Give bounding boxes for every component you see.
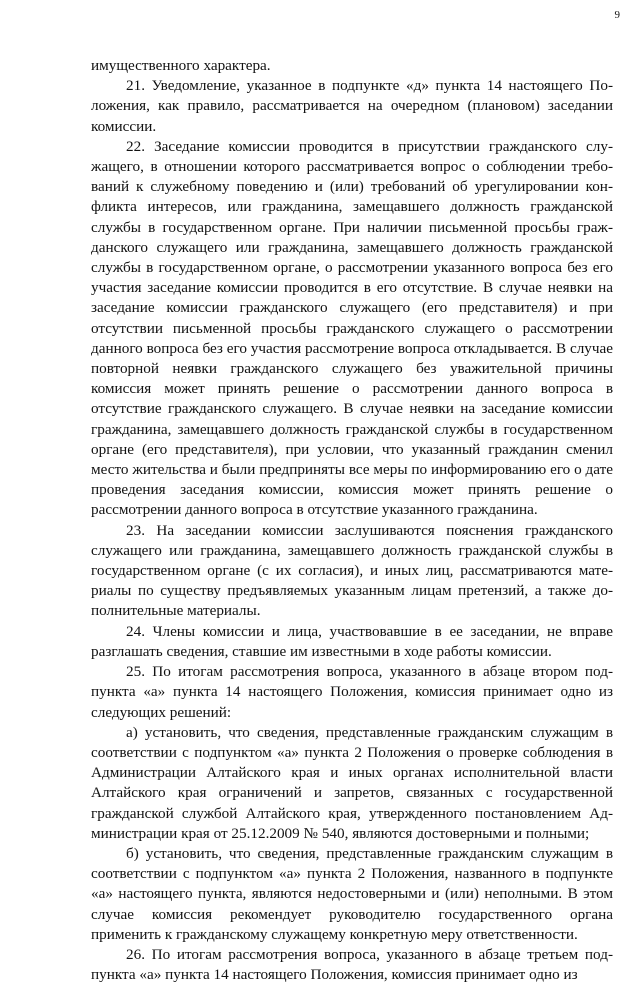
paragraph-22: 22. Заседание комиссии проводится в присутствии гражданского служащего, в отношении которого рассматривается вопрос о соблюдении требований к служебному поведению и (или) требований об урегулировании конфликта интересов, или гражданина, замещавшего должность гражданской службы в государственном органе. При наличии письменной просьбы гражданского служащего или гражданина, замещавшего должность гражданской службы в государственном органе, о рассмотрении указанного вопроса без его участия заседание комиссии проводится в его отсутствие. В случае неявки на заседание комиссии гражданского служащего (его представителя) и при отсутствии письменной просьбы гражданского служащего о рассмотрении данного вопроса без его участия рассмотрение вопроса откладывается. В случае повторной неявки гражданского служащего без уважительной причины комиссия может принять решение о рассмотрении данного вопроса в отсутствие гражданского служащего. В случае неявки на заседание комиссии гражданина, замещавшего должность гражданской службы в государственном органе (его представителя), при условии, что указанный гражданин сменил место жительства и были предприняты все меры по информированию его о дате проведения заседания комиссии, комиссия может принять решение о рассмотрении данного вопроса в отсутствие указанного гражданина. bbox=[91, 137, 613, 519]
paragraph-23: 23. На заседании комиссии заслушиваются пояснения гражданского служащего или гражданина, замещавшего должность гражданской службы в государственном органе (с их согласия), и иных лиц, рассматриваются материалы по существу предъявляемых указанным лицам претензий, а также дополнительные материалы. bbox=[91, 521, 613, 620]
paragraph-25: 25. По итогам рассмотрения вопроса, указанного в абзаце втором подпункта «а» пункта 14 настоящего Положения, комиссия принимает одно из следующих решений: bbox=[91, 663, 613, 721]
paragraph-24: 24. Члены комиссии и лица, участвовавшие в ее заседании, не вправе разглашать сведения, ставшие им известными в ходе работы комиссии. bbox=[91, 622, 613, 660]
paragraph-26: 26. По итогам рассмотрения вопроса, указанного в абзаце третьем подпункта «а» пункта 14 настоящего Положения, комиссия принимает одно из bbox=[91, 945, 613, 984]
paragraph-25-b: б) установить, что сведения, представленные гражданским служащим в соответствии с подпунктом «а» пункта 2 Положения, названного в подпункте «а» настоящего пункта, являются недостоверными и (или) неполными. В этом случае комиссия рекомендует руководителю государственного органа применить к гражданскому служащему конкретную меру ответственности. bbox=[91, 844, 613, 943]
paragraph-21: 21. Уведомление, указанное в подпункте «д» пункта 14 настоящего Положения, как правило, рассматривается на очередном (плановом) заседании комиссии. bbox=[91, 77, 613, 135]
page-number: 9 bbox=[614, 9, 620, 21]
document-body bbox=[91, 56, 613, 985]
paragraph-continuation: имущественного характера. bbox=[91, 57, 271, 74]
paragraph-25-a: а) установить, что сведения, представленные гражданским служащим в соответствии с подпунктом «а» пункта 2 Положения о проверке соблюдения в Администрации Алтайского края и иных органах исполнительной власти Алтайского края ограничений и запретов, связанных с государственной гражданской службой Алтайского края, утвержденного постановлением Администрации края от 25.12.2009 № 540, являются достоверными и полными; bbox=[91, 723, 613, 842]
